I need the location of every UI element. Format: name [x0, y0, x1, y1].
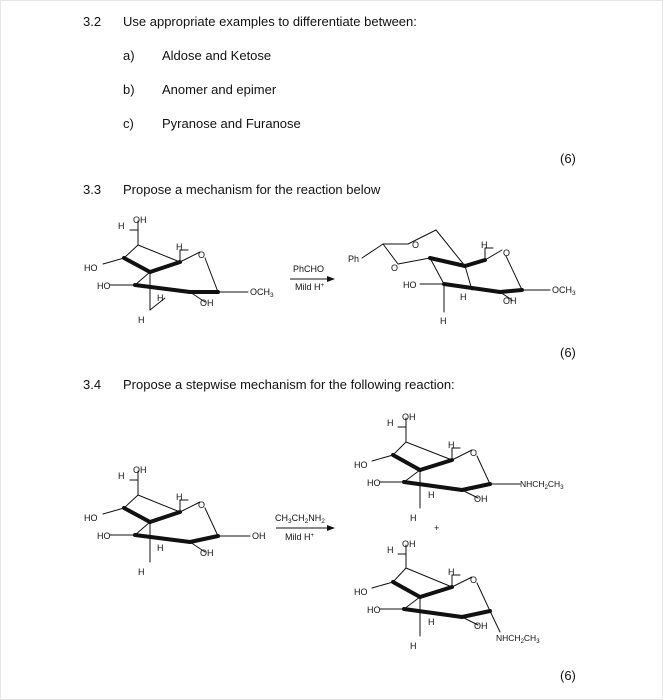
r34-h-top-label: H	[118, 471, 125, 481]
r33-oh-bottom-label: OH	[200, 298, 214, 308]
reactant-3-3-labels	[84, 215, 274, 325]
p1-h-top-label: H	[387, 418, 394, 428]
item-b-text: Anomer and epimer	[162, 82, 277, 97]
reaction-arrow-3-4	[275, 513, 334, 542]
r33-reagent-bottom: Mild H+	[295, 282, 325, 292]
p1-h-ring-label: H	[448, 440, 455, 450]
p33-ph-label: Ph	[348, 254, 360, 264]
question-3-2-prompt: Use appropriate examples to differentiate between:	[123, 14, 417, 29]
r33-h-mid-label: H	[157, 293, 164, 303]
r34-h-ring-label: H	[176, 492, 183, 502]
r34-ho2-label: HO	[97, 531, 111, 541]
reactant-3-3-structure	[103, 221, 248, 310]
p33-h-ring-label: H	[481, 240, 488, 250]
product2-3-4-labels	[354, 539, 540, 651]
p2-oh-bottom-label: OH	[474, 621, 488, 631]
p1-oh-label: OH	[402, 412, 416, 422]
reaction-arrow-3-3	[290, 264, 334, 292]
p1-oh-bottom-label: OH	[474, 494, 488, 504]
item-b-letter: b)	[123, 82, 135, 97]
r33-och3-label: $OCH_3$	[250, 287, 274, 299]
r33-o-ring-label: O	[198, 250, 206, 260]
question-3-2-marks: (6)	[560, 151, 576, 166]
r33-oh-label: OH	[133, 215, 147, 225]
p2-h-top-label: H	[387, 545, 394, 555]
p1-h-bottom-label: H	[410, 513, 417, 523]
r34-oh-label: OH	[133, 465, 147, 475]
reactant-3-4-labels	[84, 465, 266, 577]
p2-h-ring-label: H	[448, 567, 455, 577]
p33-och3-label: $OCH_3$	[552, 285, 576, 297]
r33-ho2-label: HO	[97, 281, 111, 291]
plus-sign: +	[434, 523, 440, 533]
question-3-3-marks: (6)	[560, 345, 576, 360]
p33-ho-label: HO	[403, 280, 417, 290]
question-3-2-number: 3.2	[83, 14, 102, 29]
item-c-letter: c)	[123, 116, 134, 131]
item-a-letter: a)	[123, 48, 135, 63]
r34-ho1-label: HO	[84, 513, 98, 523]
item-a-text: Aldose and Ketose	[162, 48, 272, 63]
r33-h-top-label: H	[118, 221, 125, 231]
reactant-3-4-structure	[103, 471, 250, 562]
question-3-3-prompt: Propose a mechanism for the reaction below	[123, 182, 381, 197]
p2-o-ring-label: O	[470, 575, 478, 585]
r34-oh-anomeric-label: OH	[252, 531, 266, 541]
p33-h-bottom-label: H	[440, 316, 447, 326]
p2-oh-label: OH	[402, 539, 416, 549]
question-3-4-prompt: Propose a stepwise mechanism for the following reaction:	[123, 377, 455, 392]
p33-o1-label: O	[412, 240, 420, 250]
p33-o-ring-label: O	[503, 248, 511, 258]
r34-oh-bottom-label: OH	[200, 548, 214, 558]
r33-h-bottom-label: H	[138, 315, 145, 325]
r34-h-mid-label: H	[157, 543, 164, 553]
r34-reagent-bottom: Mild H+	[285, 532, 315, 542]
p33-o2-label: O	[391, 263, 399, 273]
r33-reagent-top: PhCHO	[293, 264, 325, 274]
p1-substituent-label: $NHCH_2CH_3$	[520, 479, 564, 491]
p1-o-ring-label: O	[470, 448, 478, 458]
r34-h-bottom-label: H	[138, 567, 145, 577]
product1-3-4-labels	[354, 412, 564, 533]
r33-h-ring-label: H	[176, 242, 183, 252]
r33-ho1-label: HO	[84, 263, 98, 273]
p33-h-mid-label: H	[460, 292, 467, 302]
p33-oh-bottom-label: OH	[503, 296, 517, 306]
p2-substituent-label: $NHCH_2CH_3$	[496, 633, 540, 645]
p1-h-mid-label: H	[428, 490, 435, 500]
item-c-text: Pyranose and Furanose	[162, 116, 301, 131]
question-3-3-number: 3.3	[83, 182, 102, 197]
question-3-4-marks: (6)	[560, 668, 576, 683]
p1-ho1-label: HO	[354, 460, 368, 470]
p1-ho2-label: HO	[367, 478, 381, 488]
product1-3-4-structure	[372, 418, 520, 508]
r34-reagent-top: $CH_3CH_2NH_2$	[275, 513, 325, 525]
product-3-3-labels	[348, 240, 576, 326]
p2-ho1-label: HO	[354, 587, 368, 597]
p2-h-mid-label: H	[428, 617, 435, 627]
p2-h-bottom-label: H	[410, 641, 417, 651]
p2-ho2-label: HO	[367, 605, 381, 615]
question-3-4-number: 3.4	[83, 377, 102, 392]
r34-o-ring-label: O	[198, 500, 206, 510]
